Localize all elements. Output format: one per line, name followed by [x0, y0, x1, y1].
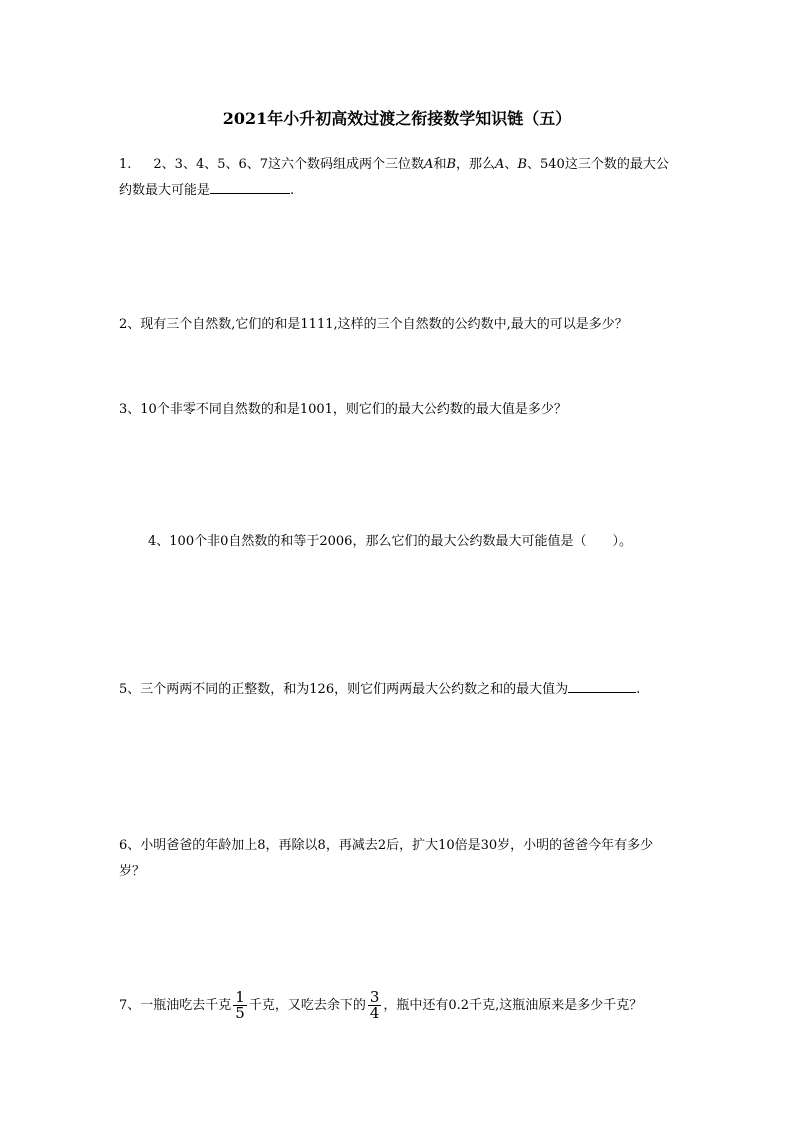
- question-6: 6、小明爸爸的年龄加上8，再除以8，再减去2后，扩大10倍是30岁，小明的爸爸今年有多少岁？: [119, 838, 654, 879]
- question-3: 3、10个非零不同自然数的和是1001，则它们的最大公约数的最大值是多少？: [119, 402, 567, 417]
- question-1: 1. 2、3、4、5、6、7这六个数码组成两个三位数A和B，那么A、B、540这三个数的最大公约数最大可能是 .: [119, 157, 669, 198]
- question-1-number: 1.: [119, 157, 132, 172]
- answer-blank[interactable]: [568, 678, 636, 693]
- question-5: 5、三个两两不同的正整数，和为126，则它们两两最大公约数之和的最大值为 .: [119, 677, 675, 703]
- fraction-one-fifth: $\frac{1}{5}$: [235, 988, 245, 1022]
- question-4: 4、100个非0自然数的和等于2006，那么它们的最大公约数最大可能值是（ ）。: [148, 534, 632, 549]
- page-title: 2021年小升初高效过渡之衔接数学知识链（五）: [222, 109, 572, 128]
- question-7: 7、一瓶油吃去千克 $\frac{1}{5}$ 千克，又吃去余下的 $\frac{3}{4}$ ，瓶中还有0.2千克,这瓶油原来是多少千克？: [119, 988, 643, 1022]
- fraction-three-fourths: $\frac{3}{4}$: [369, 988, 380, 1022]
- question-2: 2、现有三个自然数,它们的和是1111,这样的三个自然数的公约数中,最大的可以是多少？: [119, 317, 628, 332]
- answer-blank[interactable]: [210, 179, 290, 194]
